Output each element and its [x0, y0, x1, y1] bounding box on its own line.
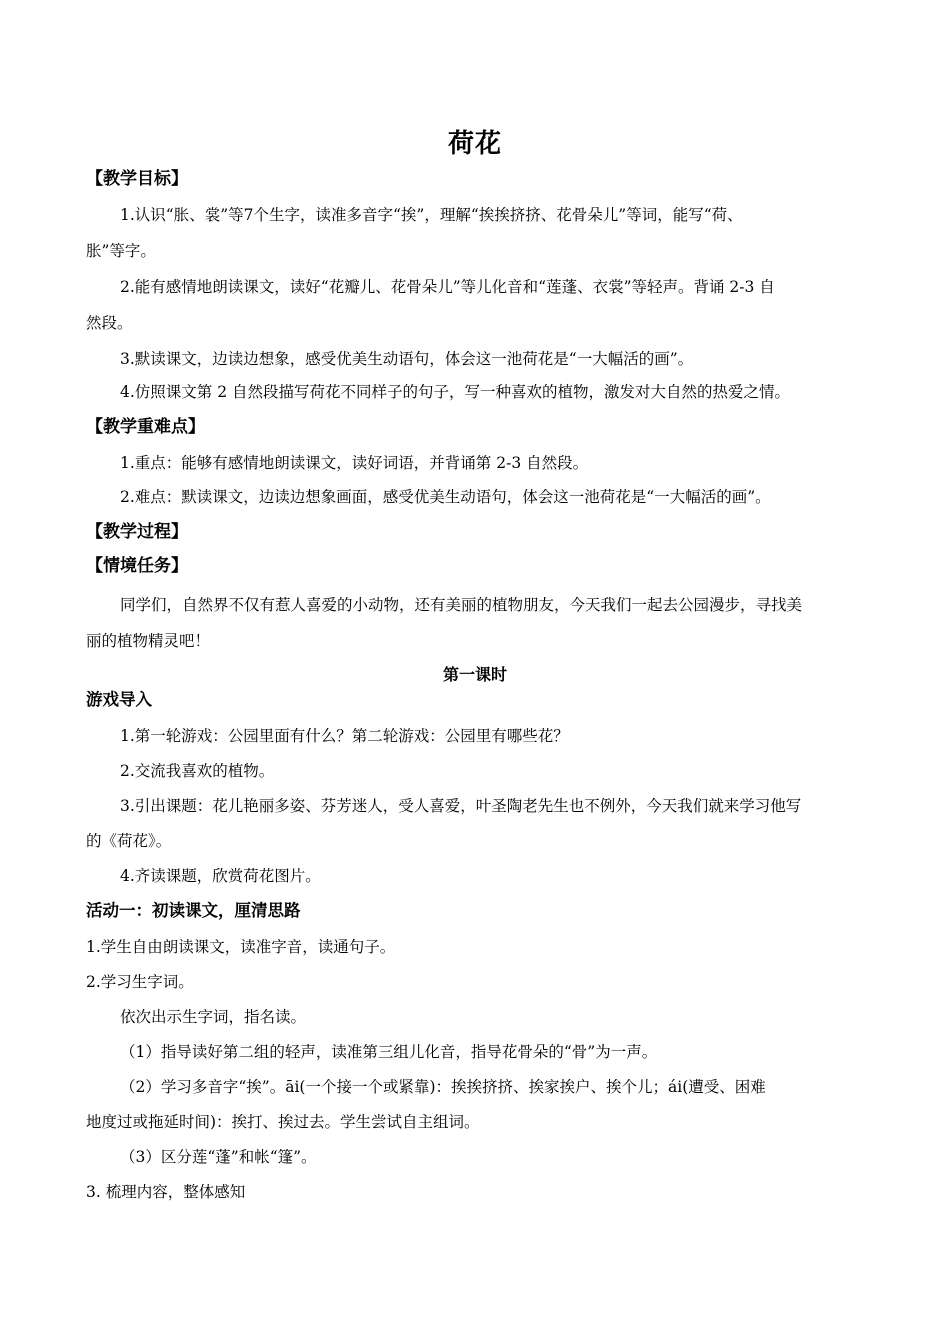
- intro-line-3: 3.引出课题：花儿艳丽多姿、芬芳迷人，受人喜爱，叶圣陶老先生也不例外，今天我们就来学习他写: [120, 797, 802, 815]
- goal-line-2-cont: 然段。: [86, 314, 133, 332]
- task-line-2: 丽的植物精灵吧！: [86, 632, 211, 650]
- process-heading: 【教学过程】: [86, 522, 188, 542]
- lesson-title: 第一课时: [442, 665, 507, 684]
- activity1-line-5: （2）学习多音字“挨”。āi(一个接一个或紧靠)：挨挨挤挤、挨家挨户、挨个儿；ái(遭受、困难: [120, 1078, 766, 1096]
- goal-line-2: 2.能有感情地朗读课文，读好“花瓣儿、花骨朵儿”等儿化音和“莲蓬、衣裳”等轻声。背诵 2-3 自: [120, 278, 775, 296]
- intro-line-3-cont: 的《荷花》。: [86, 832, 172, 850]
- activity1-line-2: 2.学习生字词。: [86, 973, 194, 991]
- page-title: 荷花: [447, 129, 502, 159]
- goal-line-3: 3.默读课文，边读边想象，感受优美生动语句，体会这一池荷花是“一大幅活的画”。: [120, 350, 694, 368]
- activity1-line-6: （3）区分莲“蓬”和帐“篷”。: [120, 1148, 317, 1166]
- key-heading: 【教学重难点】: [86, 417, 205, 437]
- activity1-line-7: 3. 梳理内容，整体感知: [86, 1183, 246, 1201]
- task-heading: 【情境任务】: [86, 556, 188, 576]
- intro-line-1: 1.第一轮游戏：公园里面有什么？第二轮游戏：公园里有哪些花？: [120, 727, 569, 745]
- intro-line-4: 4.齐读课题，欣赏荷花图片。: [120, 867, 321, 885]
- activity1-heading: 活动一：初读课文，厘清思路: [86, 901, 301, 920]
- activity1-line-5-cont: 地度过或拖延时间)：挨打、挨过去。学生尝试自主组词。: [86, 1113, 480, 1131]
- key-line-1: 1.重点：能够有感情地朗读课文，读好词语，并背诵第 2-3 自然段。: [120, 454, 589, 472]
- goal-line-4: 4.仿照课文第 2 自然段描写荷花不同样子的句子，写一种喜欢的植物，激发对大自然的热爱之情。: [120, 383, 791, 401]
- activity1-line-3: 依次出示生字词，指名读。: [120, 1008, 307, 1026]
- key-line-2: 2.难点：默读课文，边读边想象画面，感受优美生动语句，体会这一池荷花是“一大幅活的画”。: [120, 488, 771, 506]
- activity1-line-1: 1.学生自由朗读课文，读准字音，读通句子。: [86, 938, 396, 956]
- goal-line-1-cont: 胀”等字。: [86, 242, 156, 260]
- intro-line-2: 2.交流我喜欢的植物。: [120, 762, 275, 780]
- goals-heading: 【教学目标】: [86, 169, 188, 189]
- task-line-1: 同学们，自然界不仅有惹人喜爱的小动物，还有美丽的植物朋友，今天我们一起去公园漫步，寻找美: [120, 596, 803, 614]
- activity1-line-4: （1）指导读好第二组的轻声，读准第三组儿化音，指导花骨朵的“骨”为一声。: [120, 1043, 658, 1061]
- intro-heading: 游戏导入: [86, 690, 152, 709]
- goal-line-1: 1.认识“胀、裳”等7个生字，读准多音字“挨”，理解“挨挨挤挤、花骨朵儿”等词，能写“荷、: [120, 206, 743, 224]
